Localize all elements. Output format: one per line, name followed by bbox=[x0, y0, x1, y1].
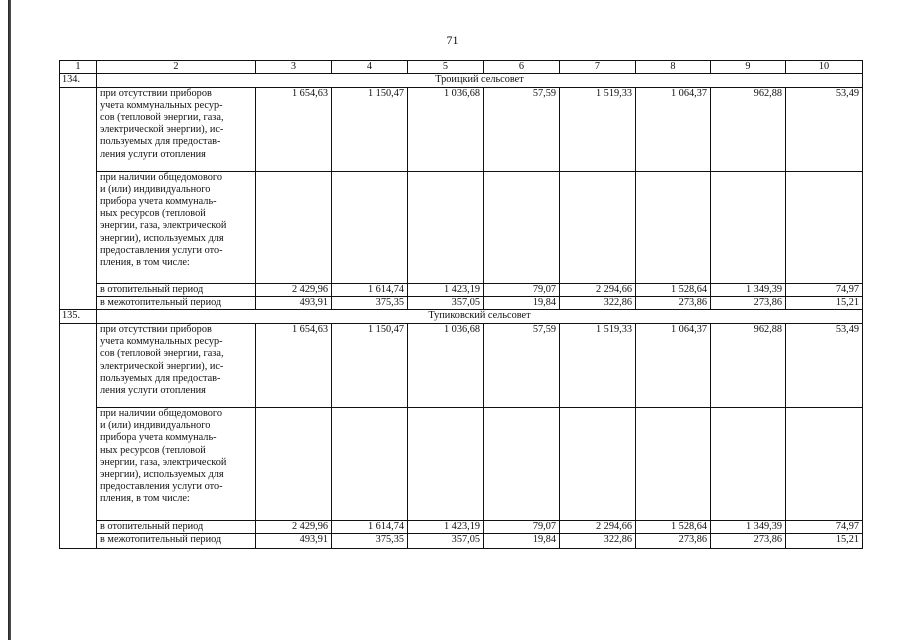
empty-cell bbox=[484, 408, 560, 521]
value-cell: 357,05 bbox=[408, 534, 484, 549]
row-label: в отопительный период bbox=[97, 521, 256, 534]
value-cell: 1 036,68 bbox=[408, 88, 484, 172]
description-line: электрической энергии), ис- bbox=[100, 360, 224, 372]
description-line: энергии), используемых для bbox=[100, 468, 224, 480]
description-line: энергии, газа, электрической bbox=[100, 456, 227, 468]
value-cell: 1 614,74 bbox=[332, 284, 408, 297]
section-title: Троицкий сельсовет bbox=[97, 74, 863, 88]
value-cell: 357,05 bbox=[408, 297, 484, 310]
value-cell: 1 528,64 bbox=[636, 521, 711, 534]
empty-cell bbox=[332, 408, 408, 521]
empty-cell bbox=[711, 172, 786, 284]
value-cell: 322,86 bbox=[560, 534, 636, 549]
value-cell: 1 519,33 bbox=[560, 88, 636, 172]
section-row bbox=[60, 74, 863, 88]
value-cell: 2 294,66 bbox=[560, 284, 636, 297]
value-cell: 15,21 bbox=[786, 534, 863, 549]
empty-cell bbox=[636, 172, 711, 284]
description-line: и (или) индивидуального bbox=[100, 420, 211, 432]
value-cell: 962,88 bbox=[711, 88, 786, 172]
value-cell: 1 423,19 bbox=[408, 284, 484, 297]
value-cell: 79,07 bbox=[484, 284, 560, 297]
value-cell: 375,35 bbox=[332, 534, 408, 549]
value-cell: 2 294,66 bbox=[560, 521, 636, 534]
description-line: при наличии общедомового bbox=[100, 172, 222, 184]
description-line: электрической энергии), ис- bbox=[100, 124, 224, 136]
value-cell: 15,21 bbox=[786, 297, 863, 310]
tariff-table bbox=[59, 60, 863, 549]
description-line: пользуемых для предостав- bbox=[100, 372, 221, 384]
value-cell: 57,59 bbox=[484, 88, 560, 172]
value-cell: 79,07 bbox=[484, 521, 560, 534]
description-line: учета коммунальных ресур- bbox=[100, 336, 223, 348]
value-cell: 1 519,33 bbox=[560, 324, 636, 408]
row-description bbox=[97, 88, 256, 172]
section-number: 134. bbox=[60, 74, 97, 88]
value-cell: 322,86 bbox=[560, 297, 636, 310]
value-cell: 1 423,19 bbox=[408, 521, 484, 534]
value-cell: 962,88 bbox=[711, 324, 786, 408]
description-line: при отсутствии приборов bbox=[100, 88, 212, 100]
table-row-without-meters bbox=[60, 324, 863, 408]
empty-cell bbox=[408, 172, 484, 284]
description-line: предоставления услуги ото- bbox=[100, 480, 223, 492]
empty-cell bbox=[484, 172, 560, 284]
empty-cell bbox=[256, 172, 332, 284]
table-row-heating-period bbox=[60, 521, 863, 534]
value-cell: 273,86 bbox=[636, 297, 711, 310]
value-cell: 1 528,64 bbox=[636, 284, 711, 297]
description-line: прибора учета коммуналь- bbox=[100, 196, 217, 208]
description-line: сов (тепловой энергии, газа, bbox=[100, 348, 224, 360]
row-label: в отопительный период bbox=[97, 284, 256, 297]
value-cell: 1 064,37 bbox=[636, 324, 711, 408]
value-cell: 19,84 bbox=[484, 534, 560, 549]
empty-cell bbox=[636, 408, 711, 521]
page-number: 71 bbox=[446, 33, 459, 47]
value-cell: 53,49 bbox=[786, 324, 863, 408]
col-header: 9 bbox=[711, 61, 786, 74]
empty-cell bbox=[256, 408, 332, 521]
col-header: 1 bbox=[60, 61, 97, 74]
section-number: 135. bbox=[60, 310, 97, 324]
value-cell: 2 429,96 bbox=[256, 521, 332, 534]
value-cell: 57,59 bbox=[484, 324, 560, 408]
row-label: в межотопительный период bbox=[97, 534, 256, 549]
col-header: 4 bbox=[332, 61, 408, 74]
section-row bbox=[60, 310, 863, 324]
table-row-with-meters bbox=[60, 408, 863, 521]
col-header: 5 bbox=[408, 61, 484, 74]
description-line: пользуемых для предостав- bbox=[100, 136, 221, 148]
value-cell: 273,86 bbox=[711, 534, 786, 549]
empty-cell bbox=[408, 408, 484, 521]
col-header: 6 bbox=[484, 61, 560, 74]
value-cell: 1 064,37 bbox=[636, 88, 711, 172]
value-cell: 493,91 bbox=[256, 297, 332, 310]
row-description bbox=[97, 172, 256, 284]
description-line: ных ресурсов (тепловой bbox=[100, 444, 206, 456]
value-cell: 1 036,68 bbox=[408, 324, 484, 408]
empty-cell bbox=[786, 408, 863, 521]
description-line: предоставления услуги ото- bbox=[100, 244, 223, 256]
description-line: при отсутствии приборов bbox=[100, 324, 212, 336]
col-header: 3 bbox=[256, 61, 332, 74]
description-line: пления, в том числе: bbox=[100, 256, 190, 268]
value-cell: 1 150,47 bbox=[332, 324, 408, 408]
empty-cell bbox=[332, 172, 408, 284]
description-line: энергии, газа, электрической bbox=[100, 220, 227, 232]
scan-edge-shadow bbox=[8, 0, 11, 640]
value-cell: 1 654,63 bbox=[256, 88, 332, 172]
value-cell: 1 150,47 bbox=[332, 88, 408, 172]
row-description bbox=[97, 408, 256, 521]
description-line: прибора учета коммуналь- bbox=[100, 432, 217, 444]
row-label: в межотопительный период bbox=[97, 297, 256, 310]
col-header: 10 bbox=[786, 61, 863, 74]
table-row-with-meters bbox=[60, 172, 863, 284]
value-cell: 493,91 bbox=[256, 534, 332, 549]
value-cell: 1 349,39 bbox=[711, 284, 786, 297]
empty-cell bbox=[786, 172, 863, 284]
value-cell: 2 429,96 bbox=[256, 284, 332, 297]
value-cell: 74,97 bbox=[786, 521, 863, 534]
col-header: 7 bbox=[560, 61, 636, 74]
value-cell: 74,97 bbox=[786, 284, 863, 297]
column-number-row bbox=[60, 61, 863, 74]
section-title: Тупиковский сельсовет bbox=[97, 310, 863, 324]
description-line: ления услуги отопления bbox=[100, 148, 206, 160]
description-line: пления, в том числе: bbox=[100, 492, 190, 504]
description-line: ления услуги отопления bbox=[100, 384, 206, 396]
description-line: и (или) индивидуального bbox=[100, 184, 211, 196]
value-cell: 1 349,39 bbox=[711, 521, 786, 534]
description-line: ных ресурсов (тепловой bbox=[100, 208, 206, 220]
value-cell: 273,86 bbox=[636, 534, 711, 549]
value-cell: 375,35 bbox=[332, 297, 408, 310]
description-line: энергии), используемых для bbox=[100, 232, 224, 244]
table-row-offseason-period bbox=[60, 297, 863, 310]
col-header: 8 bbox=[636, 61, 711, 74]
table-row-without-meters bbox=[60, 88, 863, 172]
table-row-heating-period bbox=[60, 284, 863, 297]
description-line: при наличии общедомового bbox=[100, 408, 222, 420]
col-header: 2 bbox=[97, 61, 256, 74]
value-cell: 273,86 bbox=[711, 297, 786, 310]
value-cell: 1 614,74 bbox=[332, 521, 408, 534]
section-number-spacer bbox=[60, 88, 97, 310]
row-description bbox=[97, 324, 256, 408]
description-line: сов (тепловой энергии, газа, bbox=[100, 112, 224, 124]
description-line: учета коммунальных ресур- bbox=[100, 100, 223, 112]
value-cell: 53,49 bbox=[786, 88, 863, 172]
value-cell: 19,84 bbox=[484, 297, 560, 310]
empty-cell bbox=[560, 408, 636, 521]
empty-cell bbox=[560, 172, 636, 284]
empty-cell bbox=[711, 408, 786, 521]
value-cell: 1 654,63 bbox=[256, 324, 332, 408]
section-number-spacer bbox=[60, 324, 97, 549]
table-row-offseason-period bbox=[60, 534, 863, 549]
